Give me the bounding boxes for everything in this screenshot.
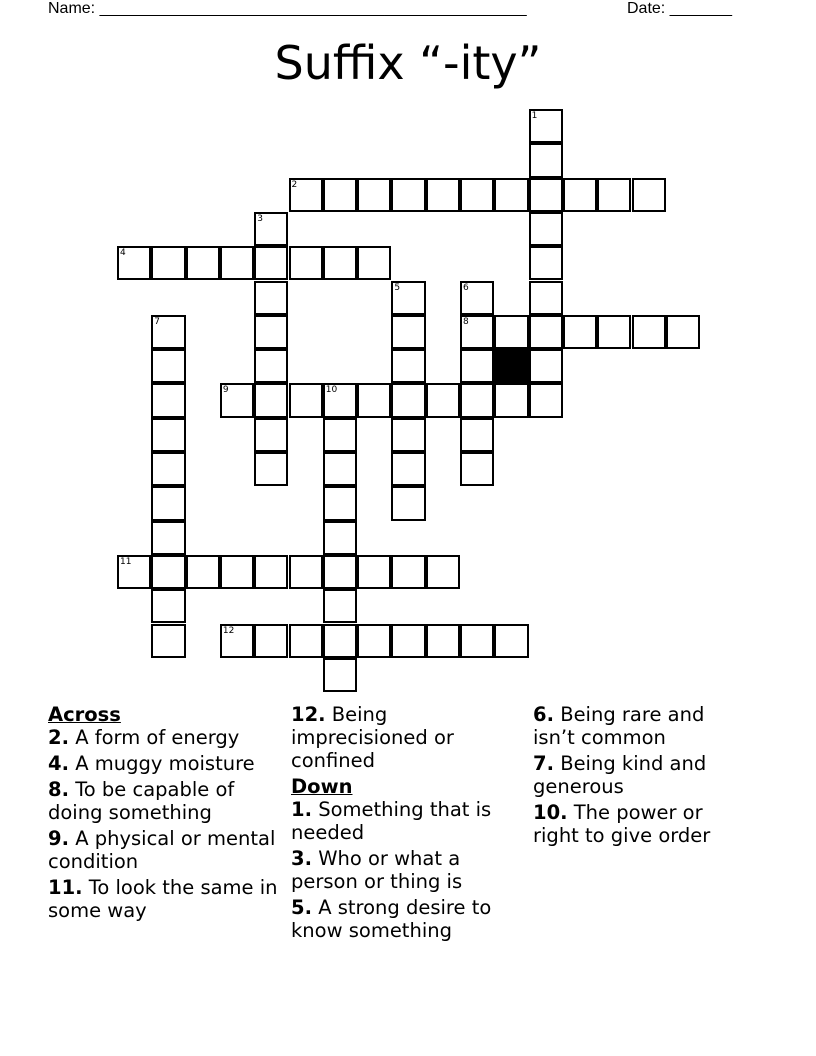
clue-across-12: 12. Being imprecisioned or confined (291, 703, 454, 772)
grid-cell[interactable] (494, 315, 528, 349)
grid-cell[interactable] (151, 246, 185, 280)
clue-number: 6 (463, 282, 469, 293)
clue-across-4: 4. A muggy moisture (48, 752, 255, 775)
grid-cell[interactable] (151, 624, 185, 658)
grid-cell[interactable] (460, 452, 494, 486)
grid-cell[interactable] (254, 315, 288, 349)
grid-cell[interactable] (254, 281, 288, 315)
grid-cell[interactable] (323, 246, 357, 280)
grid-cell[interactable] (666, 315, 700, 349)
grid-cell[interactable] (391, 555, 425, 589)
down-heading: Down (291, 775, 353, 798)
clue-number: 8 (463, 316, 469, 327)
grid-cell[interactable] (391, 452, 425, 486)
grid-cell[interactable] (391, 383, 425, 417)
grid-cell[interactable] (494, 624, 528, 658)
clue-down-10: 10. The power or right to give order (533, 801, 711, 847)
name-field[interactable]: Name: ________________________________________________ (48, 0, 527, 17)
grid-cell[interactable] (460, 281, 494, 315)
clues-column-3 (533, 703, 748, 850)
grid-cell[interactable] (254, 383, 288, 417)
grid-cell[interactable] (460, 418, 494, 452)
grid-cell[interactable] (323, 178, 357, 212)
grid-cell[interactable] (323, 383, 357, 417)
grid-cell[interactable] (529, 109, 563, 143)
clue-number: 4 (120, 248, 126, 259)
clue-across-9: 9. A physical or mental condition (48, 827, 276, 873)
date-field[interactable]: Date: _______ (627, 0, 732, 17)
grid-cell[interactable] (323, 555, 357, 589)
grid-cell[interactable] (151, 452, 185, 486)
grid-cell[interactable] (289, 555, 323, 589)
grid-cell[interactable] (254, 418, 288, 452)
grid-cell[interactable] (151, 315, 185, 349)
grid-cell[interactable] (529, 143, 563, 177)
grid-cell[interactable] (357, 178, 391, 212)
grid-cell[interactable] (529, 246, 563, 280)
grid-cell[interactable] (632, 178, 666, 212)
clue-across-11: 11. To look the same in some way (48, 876, 278, 922)
clue-across-8: 8. To be capable of doing something (48, 778, 235, 824)
clue-number: 9 (222, 385, 229, 396)
clue-down-5: 5. A strong desire to know something (291, 896, 492, 942)
grid-cell[interactable] (117, 555, 151, 589)
grid-cell[interactable] (529, 178, 563, 212)
grid-cell[interactable] (632, 315, 666, 349)
grid-cell[interactable] (151, 418, 185, 452)
grid-cell[interactable] (151, 589, 185, 623)
grid-cell[interactable] (460, 178, 494, 212)
grid-cell[interactable] (151, 486, 185, 520)
grid-cell[interactable] (391, 281, 425, 315)
clue-down-3: 3. Who or what a person or thing is (291, 847, 463, 893)
clue-number: 5 (394, 282, 401, 293)
grid-cell[interactable] (426, 624, 460, 658)
clue-across-2: 2. A form of energy (48, 726, 240, 749)
grid-cell[interactable] (220, 383, 254, 417)
grid-cell[interactable] (151, 555, 185, 589)
grid-cell[interactable] (323, 589, 357, 623)
grid-cell[interactable] (151, 521, 185, 555)
grid-cell[interactable] (289, 246, 323, 280)
grid-cell[interactable] (220, 555, 254, 589)
grid-cell[interactable] (426, 178, 460, 212)
clue-down-1: 1. Something that is needed (291, 798, 492, 844)
clue-number: 10 (325, 385, 338, 396)
grid-cell[interactable] (529, 315, 563, 349)
clue-number: 2 (291, 179, 298, 190)
grid-cell[interactable] (323, 624, 357, 658)
grid-cell[interactable] (289, 178, 323, 212)
grid-cell[interactable] (289, 624, 323, 658)
grid-cell[interactable] (494, 178, 528, 212)
grid-cell[interactable] (460, 349, 494, 383)
grid-cell[interactable] (494, 383, 528, 417)
grid-cell[interactable] (391, 486, 425, 520)
grid-cell[interactable] (597, 178, 631, 212)
clue-number: 11 (120, 556, 132, 567)
grid-cell[interactable] (529, 383, 563, 417)
grid-cell[interactable] (254, 452, 288, 486)
grid-cell[interactable] (529, 281, 563, 315)
clues-column-2 (291, 703, 506, 945)
grid-cell[interactable] (323, 658, 357, 692)
grid-cell[interactable] (220, 246, 254, 280)
grid-cell[interactable] (323, 418, 357, 452)
grid-cell[interactable] (391, 418, 425, 452)
clue-number: 7 (154, 316, 161, 327)
grid-cell[interactable] (357, 383, 391, 417)
grid-cell[interactable] (391, 624, 425, 658)
grid-cell[interactable] (391, 178, 425, 212)
grid-cell[interactable] (357, 555, 391, 589)
grid-cell[interactable] (254, 349, 288, 383)
grid-cell[interactable] (323, 452, 357, 486)
grid-cell[interactable] (289, 383, 323, 417)
grid-cell[interactable] (597, 315, 631, 349)
grid-cell[interactable] (426, 555, 460, 589)
grid-cell[interactable] (254, 246, 288, 280)
grid-cell[interactable] (186, 246, 220, 280)
grid-cell[interactable] (323, 486, 357, 520)
grid-cell[interactable] (460, 315, 494, 349)
black-cell (494, 349, 528, 383)
grid-cell[interactable] (563, 178, 597, 212)
clue-number: 12 (222, 625, 235, 636)
grid-cell[interactable] (220, 624, 254, 658)
page-title: Suffix “-ity” (274, 36, 542, 90)
grid-cell[interactable] (563, 315, 597, 349)
grid-cell[interactable] (357, 624, 391, 658)
grid-cell[interactable] (529, 212, 563, 246)
grid-cell[interactable] (426, 383, 460, 417)
grid-cell[interactable] (391, 349, 425, 383)
grid-cell[interactable] (151, 349, 185, 383)
grid-cell[interactable] (186, 555, 220, 589)
grid-cell[interactable] (460, 383, 494, 417)
clue-number: 1 (531, 111, 538, 121)
grid-cell[interactable] (254, 555, 288, 589)
grid-cell[interactable] (391, 315, 425, 349)
grid-cell[interactable] (357, 246, 391, 280)
grid-cell[interactable] (151, 383, 185, 417)
clue-down-7: 7. Being kind and generous (533, 752, 707, 798)
grid-cell[interactable] (254, 624, 288, 658)
clues-column-1 (48, 703, 278, 925)
grid-cell[interactable] (117, 246, 151, 280)
clue-down-6: 6. Being rare and isn’t common (533, 703, 705, 749)
grid-cell[interactable] (254, 212, 288, 246)
grid-cell[interactable] (323, 521, 357, 555)
grid-cell[interactable] (460, 624, 494, 658)
clue-number: 3 (257, 213, 263, 224)
grid-cell[interactable] (529, 349, 563, 383)
across-heading: Across (48, 703, 121, 726)
